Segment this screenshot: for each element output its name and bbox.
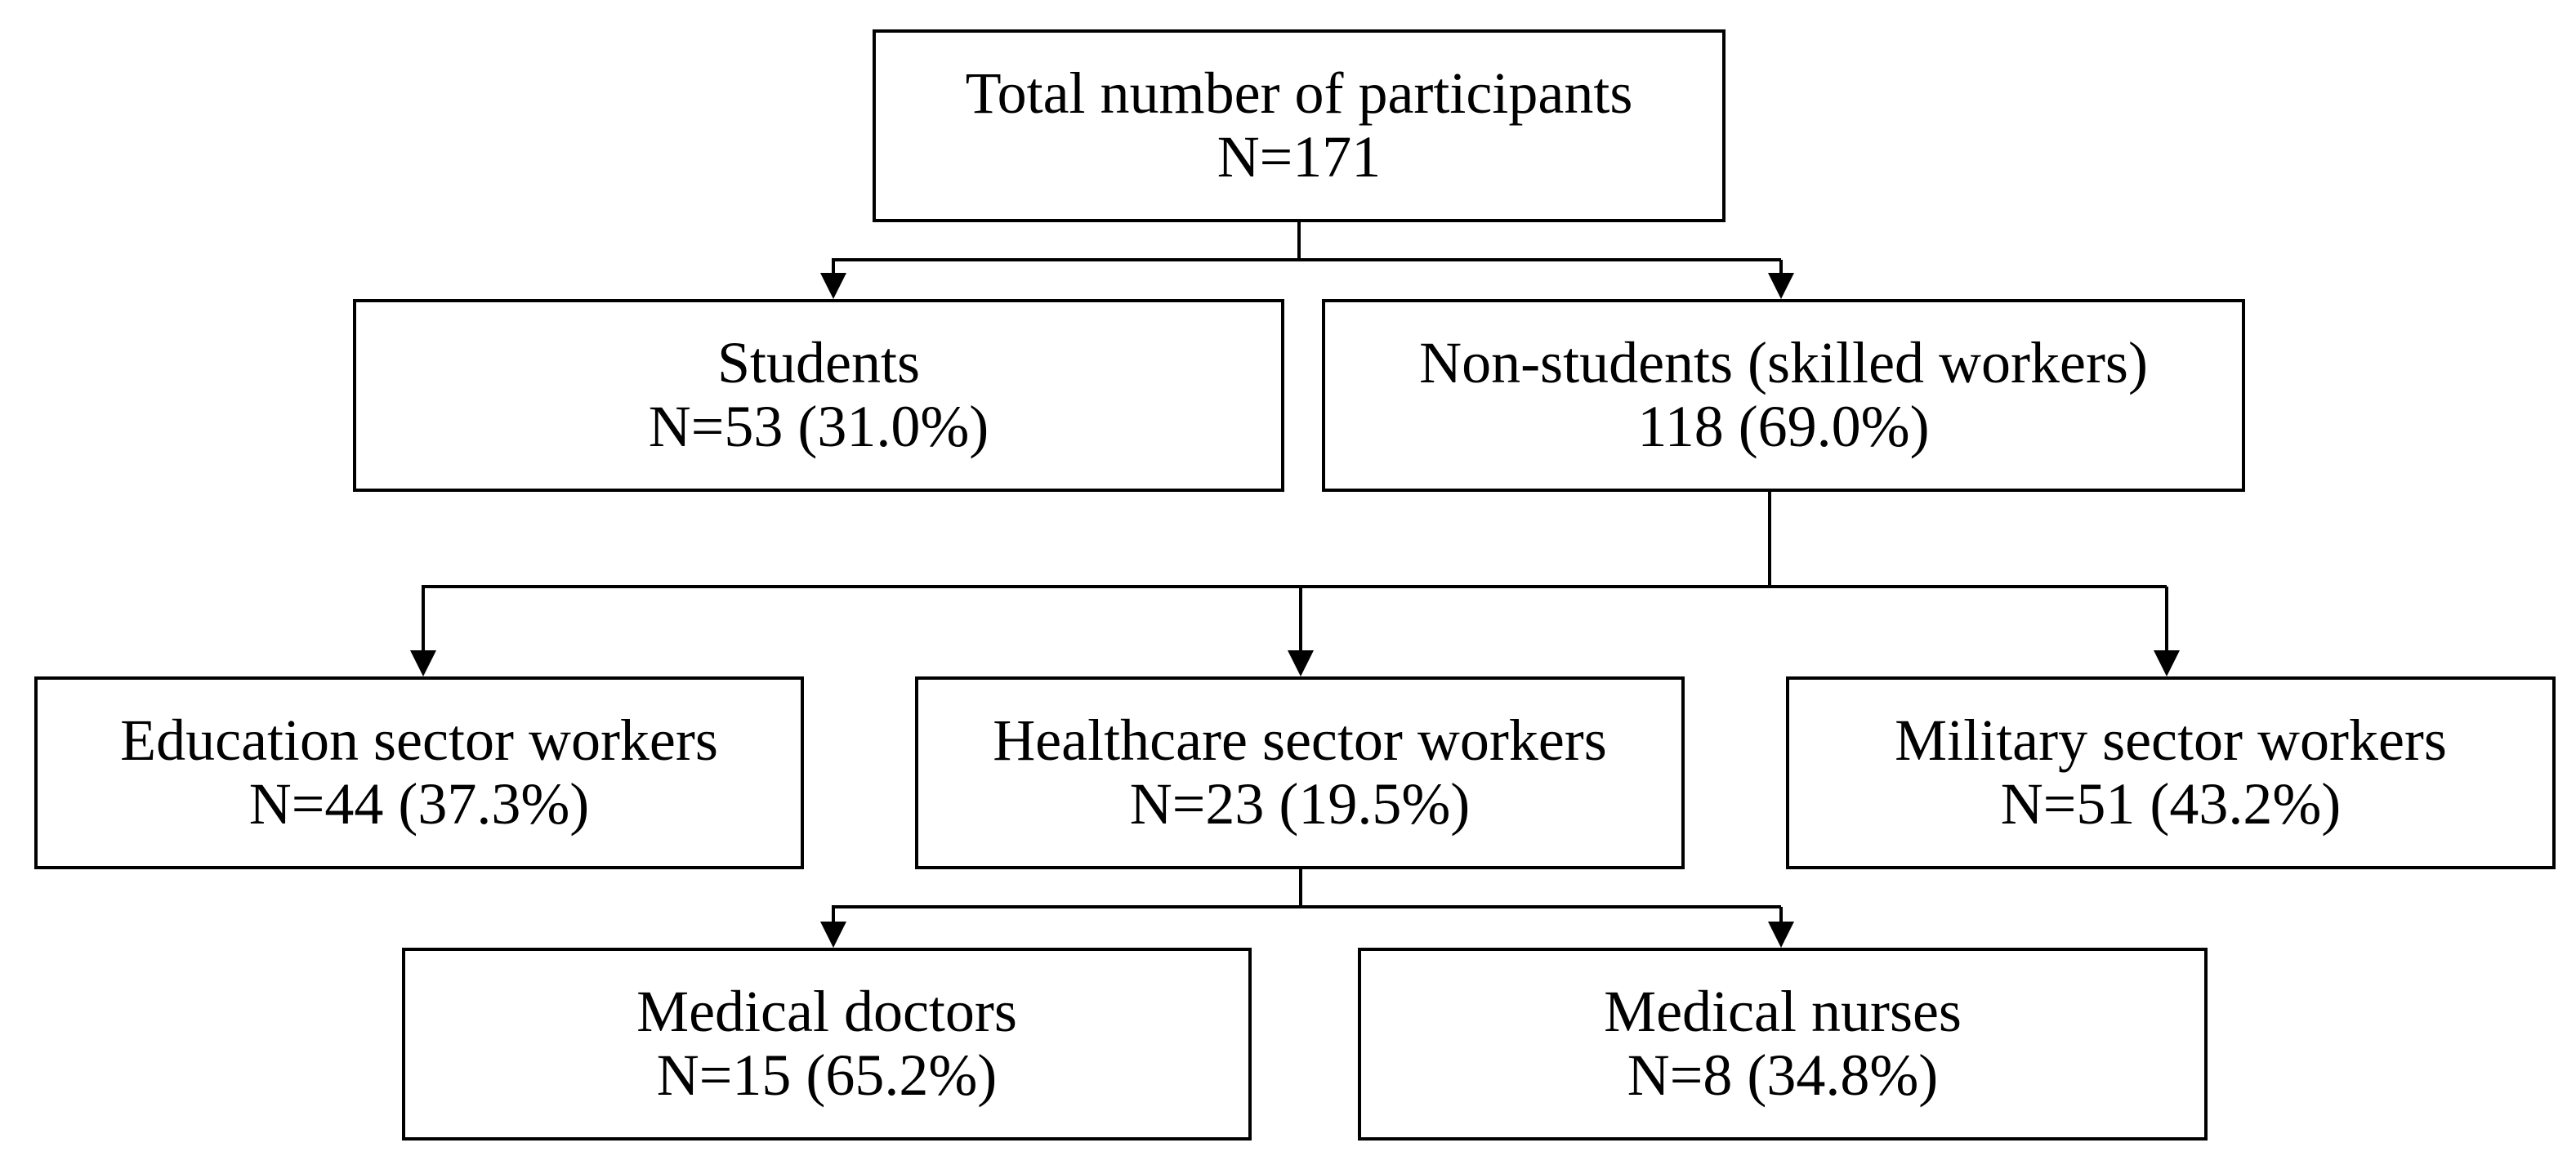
node-doctors-count: N=15 (65.2%) xyxy=(656,1042,998,1108)
arrowhead-doctors xyxy=(820,922,846,948)
node-students-title: Students xyxy=(717,330,921,396)
arrowhead-healthcare xyxy=(1288,650,1314,676)
node-medical-doctors xyxy=(402,948,1252,1141)
node-non-students-count: 118 (69.0%) xyxy=(1637,394,1930,459)
node-total-title: Total number of participants xyxy=(965,60,1633,127)
node-non-students-title: Non-students (skilled workers) xyxy=(1419,330,2148,396)
node-doctors-title: Medical doctors xyxy=(636,979,1017,1045)
node-military-sector xyxy=(1786,676,2556,869)
arrowhead-non-students xyxy=(1768,273,1794,299)
node-total-count: N=171 xyxy=(1217,124,1382,190)
arrowhead-students xyxy=(820,273,846,299)
arrowhead-nurses xyxy=(1768,922,1794,948)
node-military-count: N=51 (43.2%) xyxy=(2000,771,2342,837)
node-total-participants xyxy=(873,29,1726,222)
node-healthcare-sector xyxy=(915,676,1685,869)
node-healthcare-title: Healthcare sector workers xyxy=(993,708,1607,774)
arrowhead-military xyxy=(2154,650,2180,676)
node-healthcare-count: N=23 (19.5%) xyxy=(1129,771,1471,837)
node-students xyxy=(353,299,1284,492)
node-nurses-count: N=8 (34.8%) xyxy=(1627,1042,1939,1108)
node-education-title: Education sector workers xyxy=(120,708,718,774)
node-education-sector xyxy=(34,676,804,869)
node-education-count: N=44 (37.3%) xyxy=(248,771,590,837)
arrowhead-education xyxy=(410,650,436,676)
node-students-count: N=53 (31.0%) xyxy=(648,394,989,459)
node-military-title: Military sector workers xyxy=(1895,708,2447,774)
node-nurses-title: Medical nurses xyxy=(1604,979,1962,1045)
node-medical-nurses xyxy=(1358,948,2208,1141)
node-non-students xyxy=(1322,299,2245,492)
